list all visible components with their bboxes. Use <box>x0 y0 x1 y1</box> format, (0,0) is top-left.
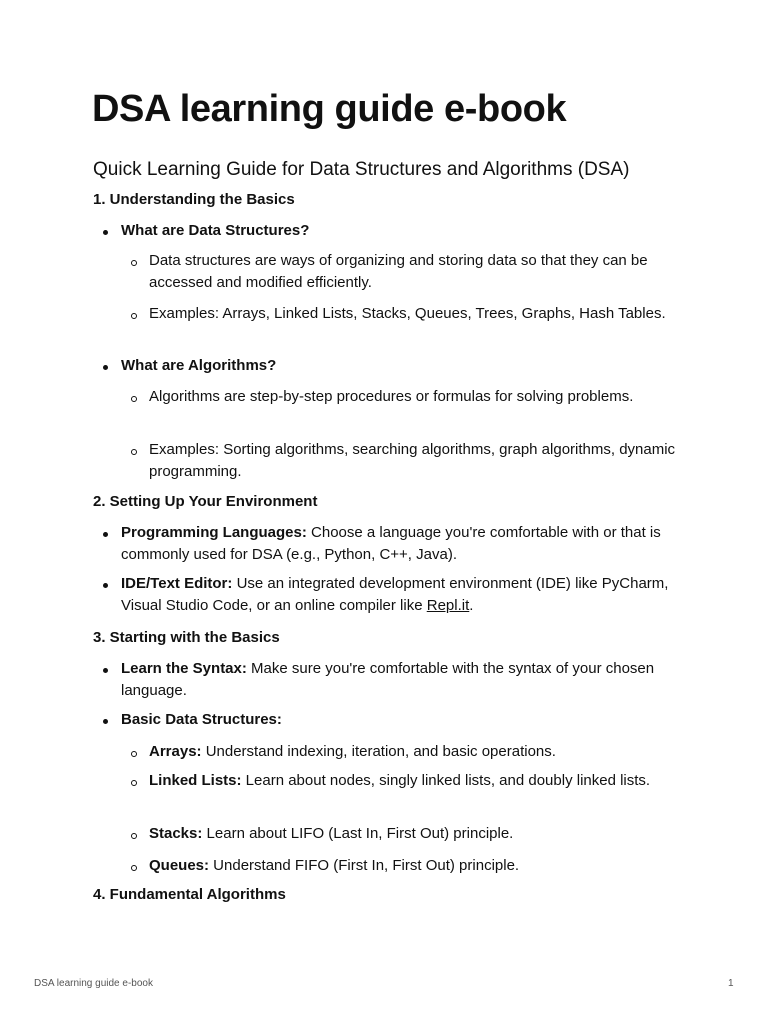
list-item-learn-syntax <box>121 658 691 702</box>
list-item-ide <box>121 573 691 617</box>
bullet-dot <box>103 532 108 537</box>
bullet-circle <box>131 396 137 402</box>
list-item-ds-examples: Examples: Arrays, Linked Lists, Stacks, Queues, Trees, Graphs, Hash Tables. <box>149 305 666 322</box>
document-subtitle: Quick Learning Guide for Data Structures and Algorithms (DSA) <box>93 159 630 180</box>
item-text: Make sure you're comfortable with the syntax of your chosen language. <box>121 660 655 699</box>
bullet-circle <box>131 865 137 871</box>
bullet-dot <box>103 668 108 673</box>
list-item-basic-data-structures <box>121 709 691 731</box>
item-text: Choose a language you're comfortable with or that is commonly used for DSA (e.g., Python, C++, Java). <box>121 524 661 563</box>
list-item-algorithms-title <box>121 355 691 377</box>
bullet-circle <box>131 780 137 786</box>
item-label: Linked Lists: <box>149 772 242 789</box>
list-item-alg-definition: Algorithms are step-by-step procedures or formulas for solving problems. <box>149 388 634 405</box>
bullet-dot <box>103 365 108 370</box>
bullet-circle <box>131 751 137 757</box>
item-text: Learn about LIFO (Last In, First Out) principle. <box>202 825 514 842</box>
section-heading-environment: 2. Setting Up Your Environment <box>93 493 318 510</box>
section-heading-fundamental-algorithms: 4. Fundamental Algorithms <box>93 886 286 903</box>
list-item-linked-lists <box>149 770 689 792</box>
list-item-data-structures-title <box>121 220 691 242</box>
item-text-end: . <box>469 597 474 614</box>
item-text: Use an integrated development environment (IDE) like PyCharm, Visual Studio Code, or an online compiler like <box>121 575 669 614</box>
list-item-programming-languages <box>121 522 691 566</box>
list-item-arrays <box>149 741 689 763</box>
item-label: What are Algorithms? <box>121 357 277 374</box>
list-item-ds-definition: Data structures are ways of organizing and storing data so that they can be accessed and modified efficiently. <box>149 252 648 291</box>
bullet-dot <box>103 583 108 588</box>
list-item-alg-examples: Examples: Sorting algorithms, searching algorithms, graph algorithms, dynamic programming. <box>149 441 676 480</box>
item-text: Learn about nodes, singly linked lists, and doubly linked lists. <box>241 772 651 789</box>
item-label: Queues: <box>149 857 210 874</box>
item-label: Arrays: <box>149 743 202 760</box>
item-label: Learn the Syntax: <box>121 660 247 677</box>
item-label: Stacks: <box>149 825 203 842</box>
footer-page-number: 1 <box>728 978 734 989</box>
item-text: Understand indexing, iteration, and basic operations. <box>201 743 556 760</box>
section-heading-basics: 1. Understanding the Basics <box>93 191 295 208</box>
bullet-dot <box>103 230 108 235</box>
item-label: IDE/Text Editor: <box>121 575 233 592</box>
list-item-stacks <box>149 823 689 845</box>
bullet-circle <box>131 833 137 839</box>
item-label: What are Data Structures? <box>121 222 310 239</box>
item-label: Basic Data Structures: <box>121 711 282 728</box>
section-heading-starting: 3. Starting with the Basics <box>93 629 280 646</box>
bullet-circle <box>131 313 137 319</box>
list-item-queues <box>149 855 689 877</box>
bullet-circle <box>131 449 137 455</box>
bullet-dot <box>103 719 108 724</box>
item-text: Understand FIFO (First In, First Out) principle. <box>209 857 520 874</box>
item-label: Programming Languages: <box>121 524 307 541</box>
replit-link[interactable]: Repl.it <box>426 597 470 614</box>
footer-document-title: DSA learning guide e-book <box>34 978 153 989</box>
page-title: DSA learning guide e-book <box>92 88 567 130</box>
bullet-circle <box>131 260 137 266</box>
